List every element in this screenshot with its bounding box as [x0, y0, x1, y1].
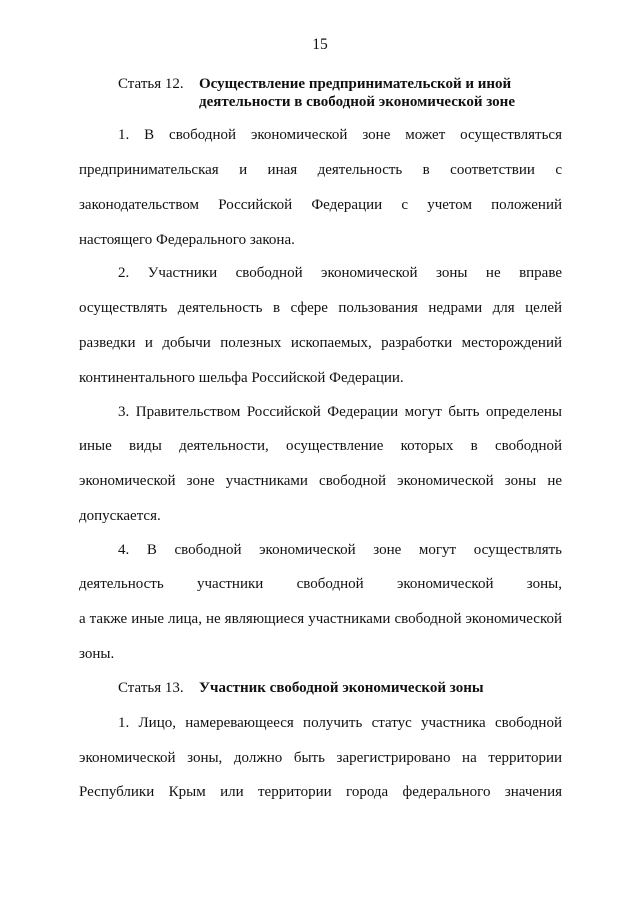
- article-12-paragraph-4-line: зоны.: [79, 646, 115, 662]
- article-13-paragraph-1-line: 1. Лицо, намеревающееся получить статус участника свободной: [118, 715, 562, 731]
- article-12-paragraph-1-line: настоящего Федерального закона.: [79, 232, 295, 248]
- article-12-title-line-1: Осуществление предпринимательской и иной: [199, 76, 512, 92]
- article-12-paragraph-1-line: предпринимательская и иная деятельность в соответствии с: [79, 162, 562, 178]
- page-number: 15: [312, 36, 328, 53]
- article-12-title-line-2: деятельности в свободной экономической зоне: [199, 94, 515, 110]
- article-12-paragraph-3-line: иные виды деятельности, осуществление которых в свободной: [79, 438, 562, 454]
- article-12-label: Статья 12.: [118, 76, 184, 92]
- article-12-paragraph-1-line: законодательством Российской Федерации с учетом положений: [79, 197, 562, 213]
- article-12-paragraph-3-line: 3. Правительством Российской Федерации могут быть определены: [118, 404, 562, 420]
- article-13-label: Статья 13.: [118, 680, 184, 696]
- article-12-paragraph-2-line: разведки и добычи полезных ископаемых, разработки месторождений: [79, 335, 562, 351]
- article-12-paragraph-2-line: осуществлять деятельность в сфере пользования недрами для целей: [79, 300, 562, 316]
- article-12-paragraph-2-line: континентального шельфа Российской Федерации.: [79, 370, 404, 386]
- article-12-paragraph-4-line: деятельность участники свободной экономической зоны,: [79, 576, 562, 592]
- article-13-paragraph-1-line: экономической зоны, должно быть зарегистрировано на территории: [79, 750, 562, 766]
- article-12-paragraph-4-line: 4. В свободной экономической зоне могут осуществлять: [118, 542, 562, 558]
- article-12-paragraph-3-line: допускается.: [79, 508, 161, 524]
- article-13-paragraph-1-line: Республики Крым или территории города федерального значения: [79, 784, 562, 800]
- article-12-paragraph-2-line: 2. Участники свободной экономической зоны не вправе: [118, 265, 562, 281]
- article-12-paragraph-1-line: 1. В свободной экономической зоне может осуществляться: [118, 127, 562, 143]
- article-12-paragraph-4-line: а также иные лица, не являющиеся участниками свободной экономической: [79, 611, 562, 627]
- article-13-title: Участник свободной экономической зоны: [199, 680, 484, 696]
- article-12-paragraph-3-line: экономической зоне участниками свободной экономической зоны не: [79, 473, 562, 489]
